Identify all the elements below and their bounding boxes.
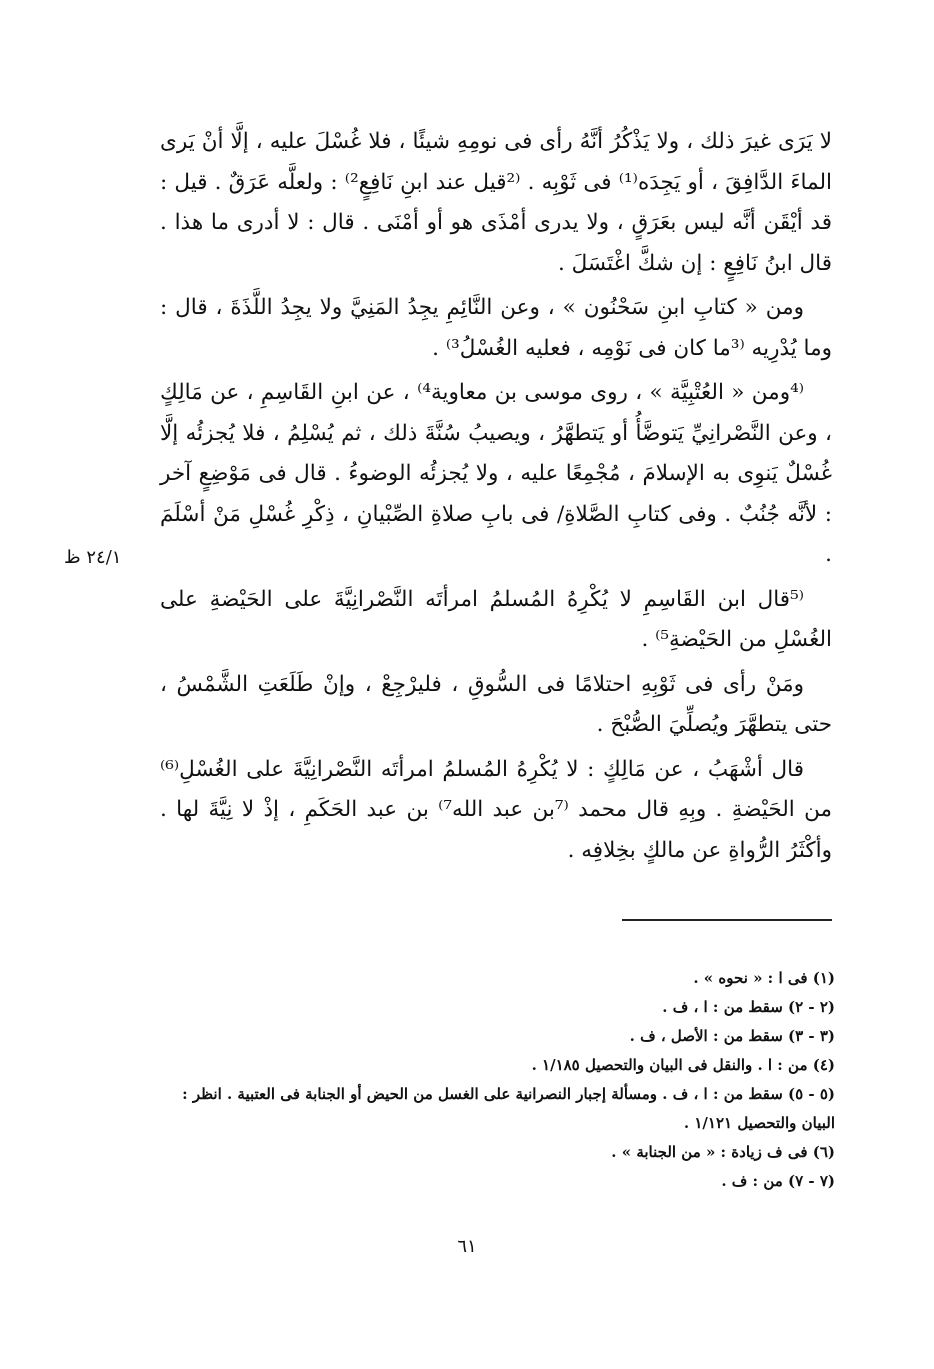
page-number: ٦١ <box>457 1236 477 1257</box>
footnote: (٣ - ٣) سقط من : الأصل ، ف . <box>629 1027 835 1045</box>
paragraph: ⁽⁴ومن « العُتْبِيَّة » ، روى موسى بن معاوية⁴⁾ ، عن ابنِ القَاسِمِ ، عن مَالِكٍ ، وعن النَّصْرانِيِّ يَتوضَّأُ أو يَتطهَّرُ ، ويصيبُ سُنَّةَ ذلك ، ثم يُسْلِمُ ، فلا يُجزئُه إلَّا غُسْلٌ يَنوِى به الإسلامَ ، مُجْمِعًا عليه ، ولا يُجزئُه الوضوءُ . قال فى مَوْضِعٍ آخر : لأنَّه جُنُبٌ . وفى كتابِ الصَّلاةِ/ فى بابِ صلاةِ الصِّبْيانِ ، ذِكْرِ غُسْلِ مَنْ أسْلَمَ . <box>160 380 832 567</box>
footnote: (٦) فى ف زيادة : « من الجنابة » . <box>611 1143 835 1161</box>
footnote: (٢ - ٢) سقط من : ا ، ف . <box>662 998 835 1016</box>
paragraph: قال أشْهَبُ ، عن مَالِكٍ : لا يُكْرِهُ المُسلمُ امرأتَه النَّصْرانِيَّةَ على الغُسْلِ⁽⁶⁾ من الحَيْضةِ . وبِهِ قال محمد ⁽⁷بن عبد الله⁷⁾ بن عبد الحَكَمِ ، إذْ لا نِيَّةَ لها . وأكْثَرُ الرُّواةِ عن مالكٍ بخِلافِه . <box>160 756 832 863</box>
main-text <box>160 122 832 875</box>
footnote: (١) فى ا : « نحوه » . <box>693 969 835 987</box>
paragraph: لا يَرَى غيرَ ذلك ، ولا يَذْكُرُ أنَّهُ رأى فى نومِهِ شيئًا ، فلا غُسْلَ عليه ، إلَّا أنْ يَرى الماءَ الدَّافِقَ ، أو يَجِدَه⁽¹⁾ فى ثَوْبِه . ⁽²قيل عند ابنِ نَافِعٍ²⁾ : ولعلَّه عَرَقٌ . قيل : قد أيْقَن أنَّه ليس بعَرَقٍ ، ولا يدرى أمْذَى هو أو أمْنَى . قال : لا أدرى ما هذا . قال ابنُ نَافِعٍ : إن شكَّ اغْتَسَلَ . <box>160 129 832 276</box>
paragraph: ومَنْ رأى فى ثَوْبِهِ احتلامًا فى السُّوقِ ، فليرْجِعْ ، وإنْ طَلَعَتِ الشَّمْسُ ، حتى يتطهَّرَ ويُصلِّيَ الصُّبْحَ . <box>160 671 832 737</box>
manuscript-folio-note: ٢٤/١ ظ <box>64 547 122 568</box>
footnote-separator <box>622 919 832 921</box>
paragraph: ⁽⁵قال ابن القَاسِمِ لا يُكْرِهُ المُسلمُ امرأتَه النَّصْرانِيَّةَ على الحَيْضةِ على الغُسْلِ من الحَيْضةِ⁵⁾ . <box>160 586 832 652</box>
footnote: (٧ - ٧) من : ف . <box>721 1172 835 1190</box>
paragraph: ومن « كتابِ ابنِ سَحْنُون » ، وعن النَّائِمِ يجِدُ المَنِيَّ ولا يجِدُ اللَّذَةَ ، قال : وما يُدْرِيه ⁽³ما كان فى نَوْمِه ، فعليه الغُسْلُ³⁾ . <box>160 295 832 361</box>
footnote: (٥ - ٥) سقط من : ا ، ف . ومسألة إجبار النصرانية على الغسل من الحيض أو الجنابة فى العتبية . انظر : البيان والتحصيل ١/١٢١ . <box>182 1085 835 1132</box>
footnotes <box>160 964 835 1196</box>
footnote: (٤) من : ا . والنقل فى البيان والتحصيل ١/١٨٥ . <box>531 1056 835 1074</box>
